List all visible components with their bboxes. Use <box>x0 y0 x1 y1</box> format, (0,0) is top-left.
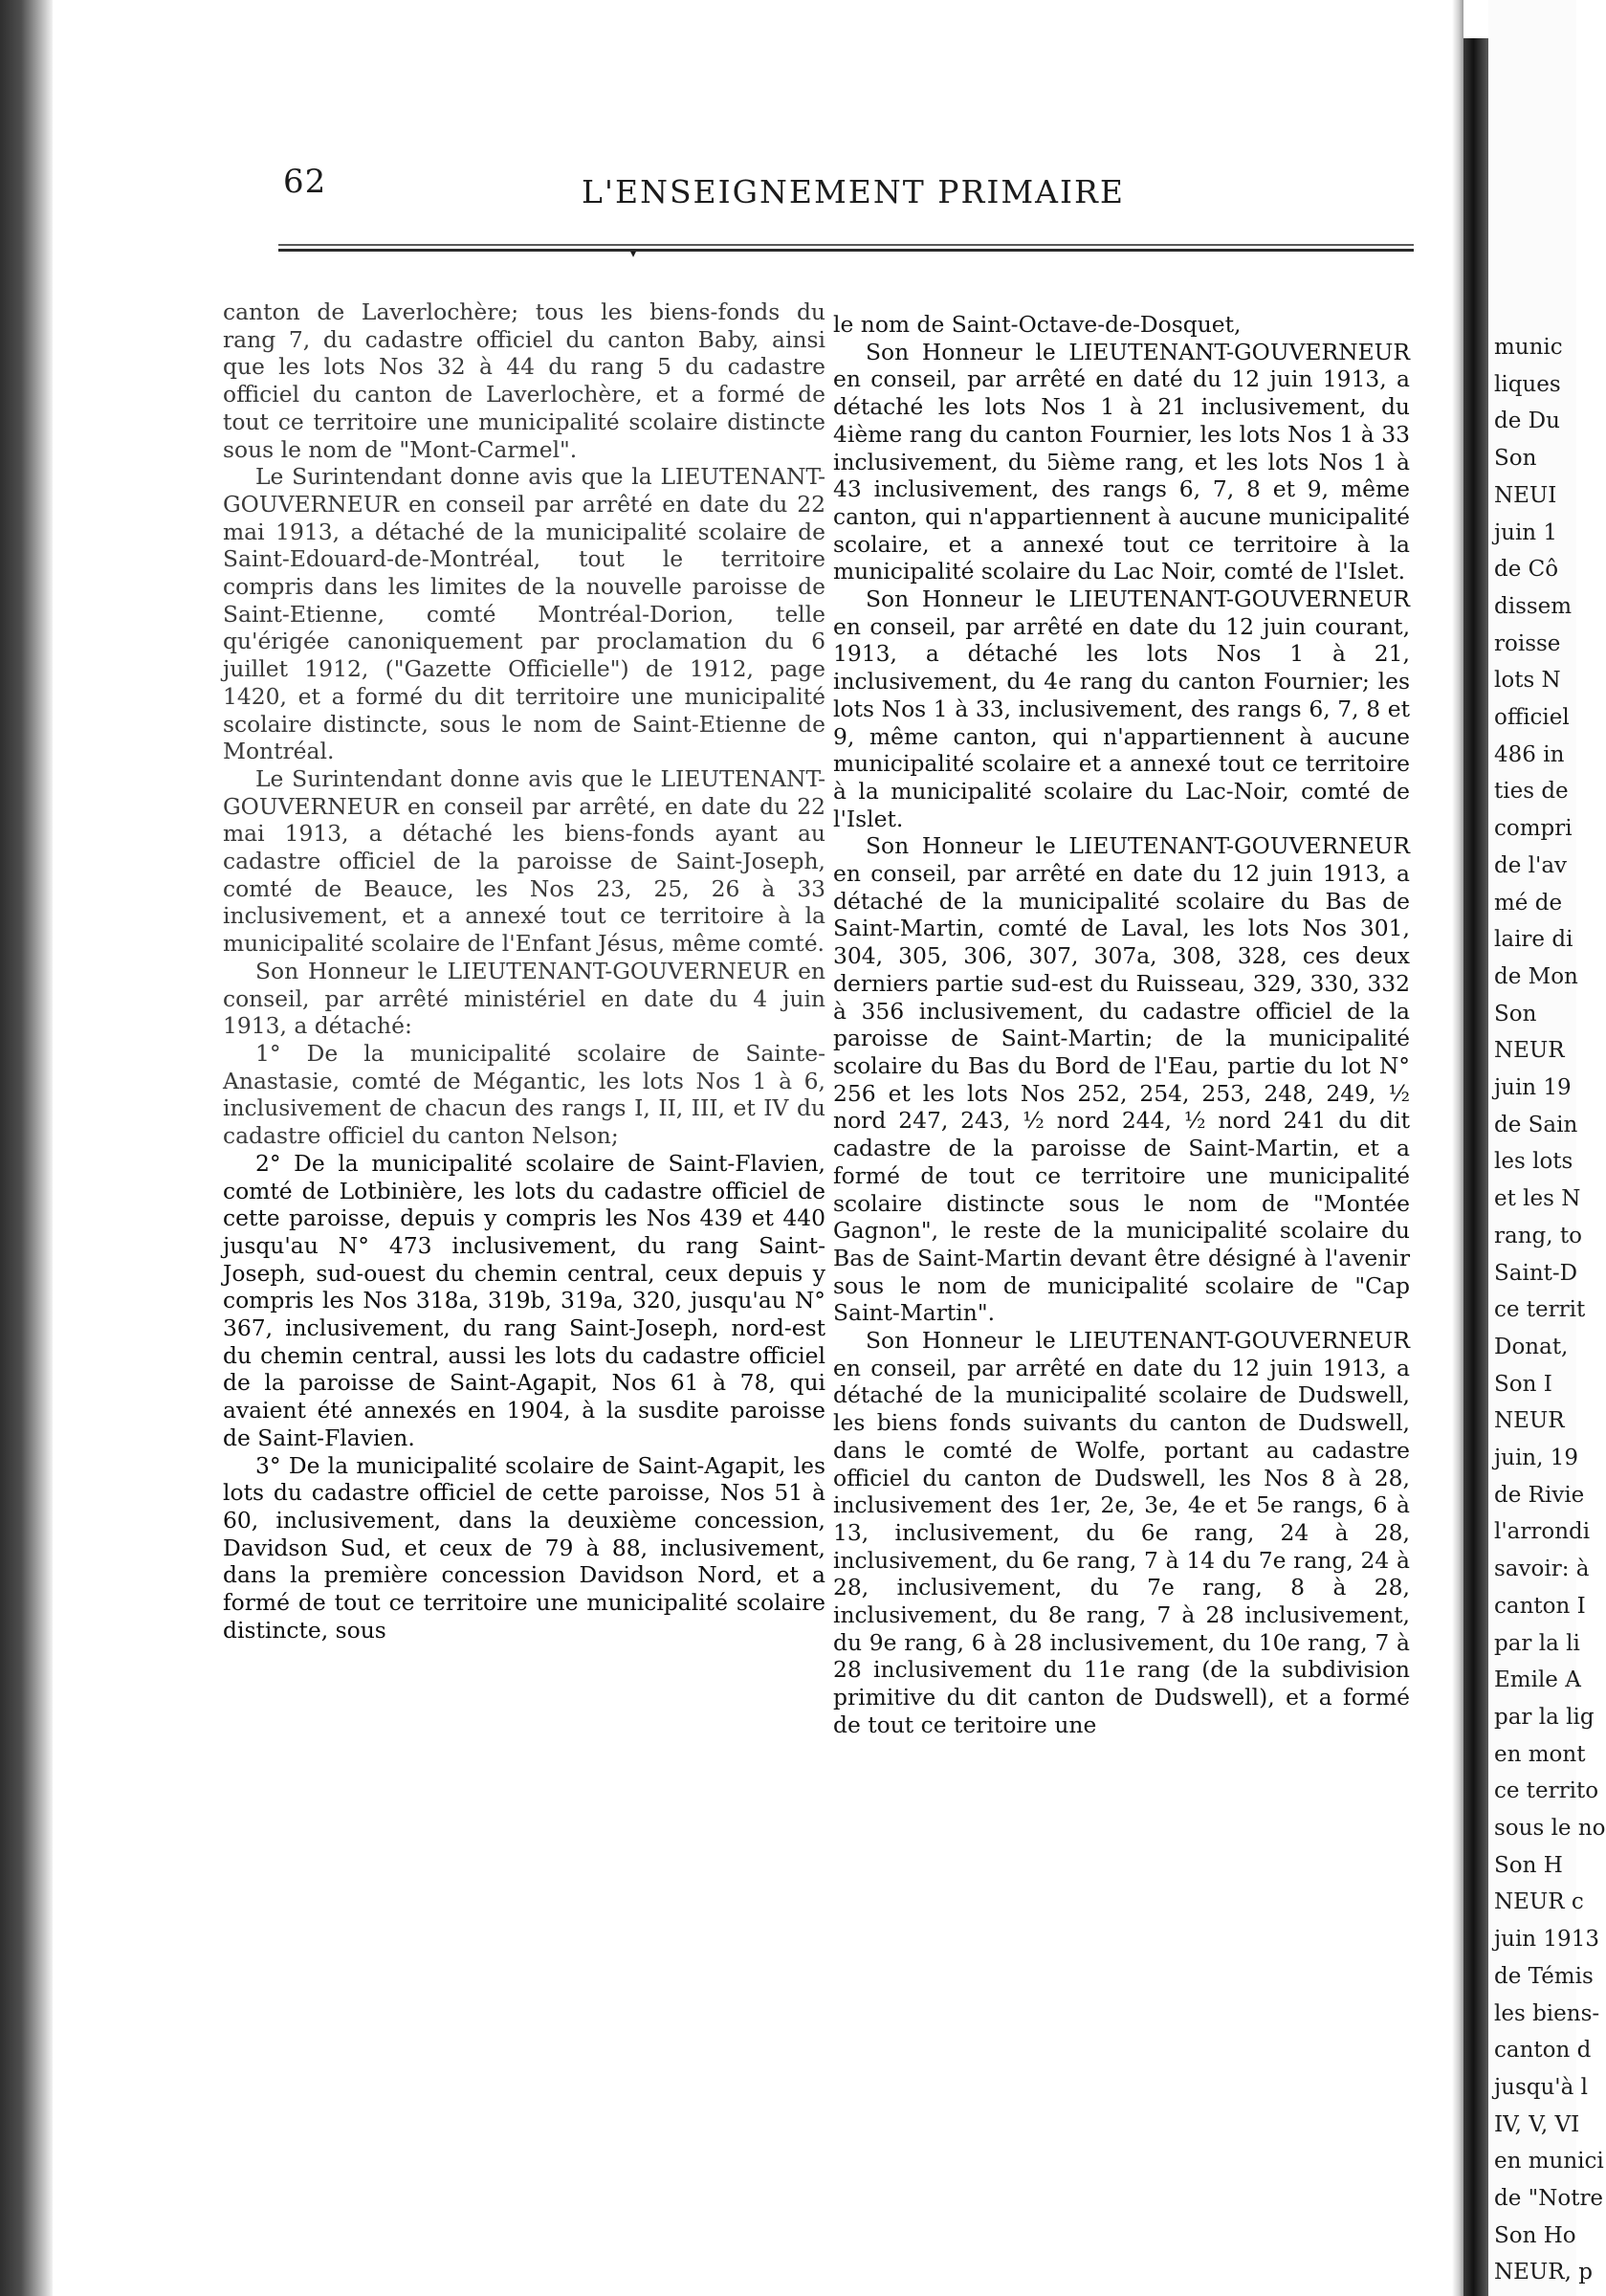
adjacent-page-line: officiel <box>1494 705 1570 730</box>
adjacent-page-line: l'arrondi <box>1494 1519 1591 1545</box>
right-paragraph-3: Son Honneur le LIEUTENANT-GOUVERNEUR en conseil, par arrêté en date du 12 juin courant, 1913, a détaché les lots Nos 1 à 21, inclusivement, du 4e rang du canton Fournier; les lots Nos 1 à 33, inclusivement, des rangs 6, 7, 8 et 9, même canton, qui n'appartiennent à aucune municipalité scolaire et a annexé tout ce territoire à la municipalité scolaire du Lac-Noir, comté de l'Islet. <box>833 585 1410 832</box>
adjacent-page-line: 486 in <box>1494 741 1565 767</box>
adjacent-page-line: de "Notre <box>1494 2186 1604 2211</box>
adjacent-page-line: de Témis <box>1494 1963 1594 1989</box>
adjacent-page-line: juin 19 <box>1494 1075 1572 1100</box>
adjacent-page-line: liques <box>1494 371 1561 397</box>
adjacent-page-line: sous le no <box>1494 1816 1606 1841</box>
left-paragraph-4: Son Honneur le LIEUTENANT-GOUVERNEUR en conseil, par arrêté ministériel en date du 4 juin 1913, a détaché: <box>223 957 825 1040</box>
adjacent-page-line: canton d <box>1494 2038 1592 2064</box>
adjacent-page-line: et les N <box>1494 1186 1581 1212</box>
right-paragraph-2: Son Honneur le LIEUTENANT-GOUVERNEUR en conseil, par arrêté en daté du 12 juin 1913, a détaché les lots Nos 1 à 21 inclusivement, du 4ième rang du canton Fournier, les lots Nos 1 à 33 inclusivement, du 5ième rang, et les lots Nos 1 à 43 inclusivement, des rangs 6, 7, 8 et 9, même canton, qui n'appartiennent à aucune municipalité scolaire, et a annexé tout ce territoire à la municipalité scolaire du Lac Noir, comté de l'Islet. <box>833 338 1410 585</box>
left-paragraph-7: 3° De la municipalité scolaire de Saint-Agapit, les lots du cadastre officiel de cette paroisse, Nos 51 à 60, inclusivement, dans la deuxième concession, Davidson Sud, et ceux de 79 à 88, inclusivement, dans la première concession Davidson Nord, et a formé de tout ce territoire une municipalité scolaire distincte, sous <box>223 1451 825 1644</box>
left-paragraph-5: 1° De la municipalité scolaire de Sainte-Anastasie, comté de Mégantic, les lots Nos 1 à 6, inclusivement de chacun des rangs I, II, III, et IV du cadastre officiel du canton Nelson; <box>223 1039 825 1150</box>
adjacent-page-line: de Sain <box>1494 1112 1578 1137</box>
adjacent-page-line: IV, V, VI <box>1494 2111 1580 2137</box>
adjacent-page-line: les biens- <box>1494 2000 1600 2026</box>
adjacent-page-line: NEUR <box>1494 1038 1565 1064</box>
adjacent-page-line: Son <box>1494 1001 1537 1027</box>
adjacent-page-line: Son I <box>1494 1371 1552 1397</box>
adjacent-page-line: dissem <box>1494 593 1573 619</box>
adjacent-page-line: Saint-D <box>1494 1260 1578 1286</box>
adjacent-page-line: Son <box>1494 446 1537 472</box>
adjacent-page-line: en mont <box>1494 1741 1586 1767</box>
left-column <box>223 298 825 1644</box>
header-rule <box>278 242 1414 260</box>
adjacent-page-line: Emile A <box>1494 1667 1581 1693</box>
adjacent-page-line: savoir: à <box>1494 1556 1590 1582</box>
adjacent-page-line: Son H <box>1494 1852 1563 1878</box>
right-paragraph-4: Son Honneur le LIEUTENANT-GOUVERNEUR en conseil, par arrêté en date du 12 juin 1913, a détaché de la municipalité scolaire du Bas de Saint-Martin, comté de Laval, les lots Nos 301, 304, 305, 306, 307, 307a, 308, 328, ces deux derniers partie sud-est du Ruisseau, 329, 330, 332 à 356 inclusivement, du cadastre officiel de la paroisse de Saint-Martin; de la municipalité scolaire du Bas du Bord de l'Eau, partie du lot N° 256 et les lots Nos 252, 254, 253, 248, 249, ½ nord 247, 243, ½ nord 244, ½ nord 241 du dit cadastre de la paroisse de Saint-Martin, et a formé de tout ce territoire une municipalité scolaire distincte sous le nom de "Montée Gagnon", le reste de la municipalité scolaire du Bas de Saint-Martin devant être désigné à l'avenir sous le nom de municipalité scolaire de "Cap Saint-Martin". <box>833 832 1410 1327</box>
adjacent-page-line: Donat, <box>1494 1334 1569 1359</box>
left-paragraph-1: canton de Laverlochère; tous les biens-fonds du rang 7, du cadastre officiel du canton Baby, ainsi que les lots Nos 32 à 44 du rang 5 du cadastre officiel du canton de Laverlochère, et a formé de tout ce territoire une municipalité scolaire distincte sous le nom de "Mont-Carmel". <box>223 298 825 463</box>
adjacent-page-line: ce territo <box>1494 1778 1599 1804</box>
adjacent-page-line: NEUR <box>1494 1408 1565 1434</box>
adjacent-page-line: munic <box>1494 335 1563 360</box>
adjacent-page-line: les lots <box>1494 1149 1573 1175</box>
left-column-lower <box>223 1150 825 1645</box>
adjacent-page-line: roisse <box>1494 630 1561 656</box>
adjacent-page-line: laire di <box>1494 927 1573 953</box>
adjacent-page-line: de Cô <box>1494 557 1559 583</box>
adjacent-page-line: de Rivie <box>1494 1482 1585 1508</box>
page-number: 62 <box>283 163 327 201</box>
adjacent-page-line: de l'av <box>1494 852 1568 878</box>
adjacent-page-line: de Mon <box>1494 963 1578 989</box>
adjacent-page-line: rang, to <box>1494 1223 1582 1248</box>
adjacent-page-line: par la lig <box>1494 1704 1595 1730</box>
adjacent-page-line: mé de <box>1494 890 1563 916</box>
adjacent-page-line: en munici <box>1494 2149 1604 2175</box>
adjacent-page <box>1488 0 1606 2296</box>
adjacent-page-line: NEUR c <box>1494 1889 1584 1915</box>
adjacent-page-line: juin 1 <box>1494 519 1558 545</box>
adjacent-page-line: ce territ <box>1494 1297 1586 1323</box>
page-edge <box>1452 0 1463 2296</box>
running-title: L'ENSEIGNEMENT PRIMAIRE <box>582 173 1125 210</box>
adjacent-page-line: NEUR, p <box>1494 2260 1593 2285</box>
left-paragraph-3: Le Surintendant donne avis que le LIEUTENANT-GOUVERNEUR en conseil par arrêté, en date du 22 mai 1913, a détaché les biens-fonds ayant au cadastre officiel de la paroisse de Saint-Joseph, comté de Beauce, les Nos 23, 25, 26 à 33 inclusivement, et a annexé tout ce territoire à la municipalité scolaire de l'Enfant Jésus, même comté. <box>223 764 825 958</box>
left-paragraph-6: 2° De la municipalité scolaire de Saint-Flavien, comté de Lotbinière, les lots du cadastre officiel de cette paroisse, depuis y compris les Nos 439 et 440 jusqu'au N° 473 inclusivement, du rang Saint-Joseph, sud-ouest du chemin central, ceux depuis y compris les Nos 318a, 319b, 319a, 320, jusqu'au N° 367, inclusivement, du rang Saint-Joseph, nord-est du chemin central, aussi les lots du cadastre officiel de la paroisse de Saint-Agapit, Nos 61 à 78, qui avaient été annexés en 1904, à la susdite paroisse de Saint-Flavien. <box>223 1149 825 1451</box>
left-paragraph-2: Le Surintendant donne avis que la LIEUTENANT-GOUVERNEUR en conseil par arrêté en date du 22 mai 1913, a détaché de la municipalité scolaire de Saint-Edouard-de-Montréal, tout le territoire compris dans les limites de la nouvelle paroisse de Saint-Etienne, comté Montréal-Dorion, telle qu'érigée canoniquement par proclamation du 6 juillet 1912, ("Gazette Officielle") de 1912, page 1420, et a formé du dit territoire une municipalité scolaire distincte, sous le nom de Saint-Etienne de Montréal. <box>223 463 825 765</box>
rule-thick-line <box>278 249 1414 252</box>
right-column <box>833 311 1410 1739</box>
adjacent-page-line: juin 1913 <box>1494 1927 1599 1953</box>
adjacent-page-line: canton I <box>1494 1593 1586 1619</box>
rule-thin-line <box>278 244 1414 246</box>
adjacent-page-line: lots N <box>1494 668 1561 694</box>
adjacent-page-line: jusqu'à l <box>1494 2074 1588 2100</box>
adjacent-page-line: de Du <box>1494 408 1560 434</box>
adjacent-page-line: ties de <box>1494 779 1569 805</box>
adjacent-page-line: Son Ho <box>1494 2222 1576 2248</box>
adjacent-page-line: compri <box>1494 816 1573 842</box>
adjacent-page-line: NEUI <box>1494 482 1557 508</box>
right-paragraph-1: le nom de Saint-Octave-de-Dosquet, <box>833 311 1242 338</box>
book-gutter <box>1463 38 1488 2296</box>
rule-ornament-icon: ▾ <box>630 247 637 260</box>
adjacent-page-line: juin, 19 <box>1494 1446 1579 1470</box>
book-edge-shadow <box>0 0 53 2296</box>
adjacent-page-line: par la li <box>1494 1630 1580 1656</box>
right-paragraph-5: Son Honneur le LIEUTENANT-GOUVERNEUR en conseil, par arrêté en date du 12 juin 1913, a détaché de la municipalité scolaire de Dudswell, les biens fonds suivants du canton de Dudswell, dans le comté de Wolfe, portant au cadastre officiel du canton de Dudswell, les Nos 8 à 28, inclusivement des 1er, 2e, 3e, 4e et 5e rangs, 6 à 13, inclusivement, du 6e rang, 24 à 28, inclusivement, du 6e rang, 7 à 14 du 7e rang, 24 à 28, inclusivement, du 7e rang, 8 à 28, inclusivement, du 8e rang, 7 à 28 inclusivement, du 9e rang, 6 à 28 inclusivement, du 10e rang, 7 à 28 inclusivement du 11e rang (de la subdivision primitive du dit canton de Dudswell), et a formé de tout ce teritoire une <box>833 1327 1410 1738</box>
